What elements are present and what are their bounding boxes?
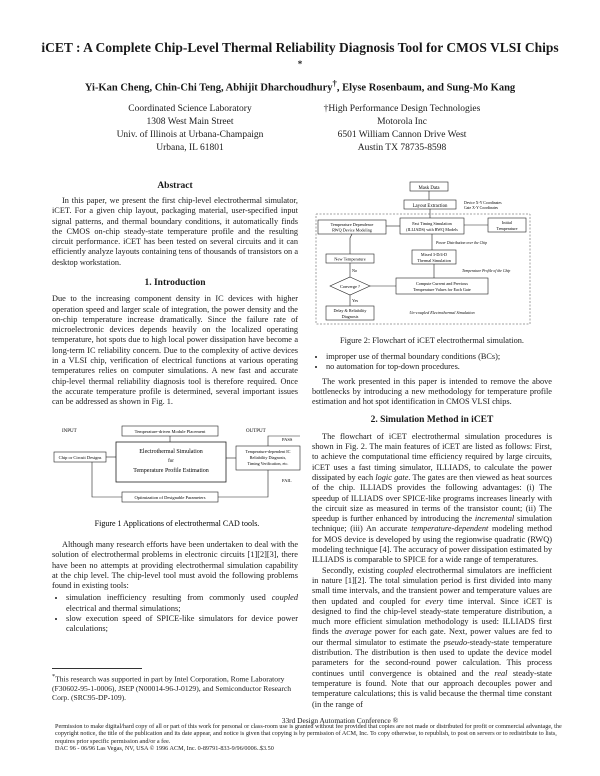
dac-copyright-line: DAC 96 - 06/96 Las Vegas, NV, USA © 1996 ACM, Inc. 0-89791-833-9/96/0006..$3.50 [55,745,274,753]
affiliation-left: Coordinated Science Laboratory 1308 West Main Street Univ. of Illinois at Urbana-Champaign Urbana, IL 61801 [116,104,264,153]
svg-text:Converge ?: Converge ? [339,284,361,289]
fig2-arrow [350,234,352,254]
title-footnote-mark: * [297,59,303,69]
svg-text:Fast Timing Simulation: Fast Timing Simulation [412,221,452,226]
list-item: • slow execution speed of SPICE-like simulators for device power calculations; [66,614,298,635]
svg-text:Temperature-dependent IC: Temperature-dependent IC [245,449,291,454]
svg-text:Temperature: Temperature [496,226,518,231]
fig2-no-label: No [352,268,358,273]
svg-text:RWQ Device Modeling: RWQ Device Modeling [332,227,372,233]
svg-text:Timing Verification, etc.: Timing Verification, etc. [247,461,289,466]
svg-text:(ILLIADS) with RWQ Models: (ILLIADS) with RWQ Models [406,227,458,232]
fig1-arrow [218,470,268,497]
flowchart-paragraph: The flowchart of iCET electrothermal simulation procedures is shown in Fig. 2. The main features of iCET are listed as follows: First, to achieve the computational time efficiency required by large circuits, iCET uses a fast timing simulator, ILLIADS, to calculate the power dissipated by each logic gate. The gates are then viewed as heat sources of the chip. ILLIADS provides the following advantages: (i) The speedup of ILLIADS over SPICE-like programs increases linearly with the circuit size as measured in terms of the transistor count; (ii) The speedup is further enhanced by introducing the incremental simulation technique; (iii) An accurate temperature-dependent modeling method for MOS device is developed by using the regionwise quadratic (RWQ) modeling technique [4]. The accuracy of power dissipation estimated by ILLIADS is comparable to SPICE for a wide range of temperatures. [312,431,552,565]
funding-footnote: *This research was supported in part by Intel Corporation, Rome Laboratory (F30602-95-1-0006), JSEP (N00014-96-J-0129), and Semiconductor Research Corp. (SRC95-DP-109). [52,673,292,702]
fig2-power-distribution-label: Power Distribution over the Chip [436,241,488,245]
fig2-uncoupled-label: Un-coupled Electrothermal Simulation [409,310,475,315]
list-item: • no automation for top-down procedures. [326,362,552,372]
fig1-output-label: OUTPUT [246,429,266,434]
fig1-input-label: INPUT [62,429,77,434]
author-dagger-mark: † [332,78,337,88]
fig2-legend-device: Device X-Y Coordinates [464,201,502,205]
problem-list-continued [312,352,552,373]
svg-text:Delay & Reliability: Delay & Reliability [333,308,367,313]
intro-paragraph-2: Although many research efforts have been undertaken to deal with the solution of electrothermal problems in electronic circuits [1][2][3], there have been no attempts at providing electrothermal simulation capability at the chip level. The chip-level tool must avoid the following problems found in existing tools: [52,540,298,591]
svg-text:Temperature Dependence: Temperature Dependence [330,222,374,227]
intro-paragraph-1: Due to the increasing component density in IC devices with higher operation speed and larger scale of integration, the power density and the on-chip temperature increase dramatically. Since the failure rate of microelectronic devices depends heavily on the localized operating temperature, hot spots due to high local power dissipation have become a long-term IC reliability concern. Due to the complexity of active devices in a VLSI chip, verification of electrical functions at various operating temperatures relies on computer simulations. A new fast and accurate chip-level thermal reliability diagnosis tool is therefore required. Once the accurate temperature profile is determined, several important issues can be addressed as shown in Fig. 1. [52,294,298,407]
secondly-paragraph: Secondly, existing coupled electrothermal simulators are inefficient in nature [1][2]. The total simulation period is first divided into many small time intervals, and the transient power and temperature values are then updated and coupled for every time interval. Since iCET is designed to find the chip-level steady-state temperature distribution, a much more efficient simulation methodology is used: ILLIADS first finds the average power for each gate. Next, power values are fed to our thermal simulator to estimate the pseudo-steady-state temperature distribution. The distribution is then used to update the device model parameters for the second-round power calculation. This process continues until convergence is obtained and the real steady-state temperature is found. Note that our approach decouples power and temperature calculations; this is valid because the thermal time constant (in the range of [312,565,553,709]
introduction-heading: 1. Introduction [144,278,206,288]
svg-text:Initial: Initial [501,220,513,225]
svg-text:Temperature-driven Module Plac: Temperature-driven Module Placement [134,429,206,434]
figure-1-diagram [52,422,302,532]
right-column-text [312,352,552,710]
svg-text:Thermal Simulation: Thermal Simulation [417,258,451,263]
svg-text:for: for [168,459,174,464]
svg-text:Temperature Profile Estimation: Temperature Profile Estimation [133,468,209,474]
fig2-yes-label: Yes [352,298,359,303]
problem-list [52,593,298,634]
fig1-fail-label: FAIL [282,478,292,483]
author-list: Yi-Kan Cheng, Chin-Chi Teng, Abhijit Dharchoudhury†, Elyse Rosenbaum, and Sung-Mo Kang [84,78,516,94]
paper-title: iCET : A Complete Chip-Level Thermal Reliability Diagnosis Tool for CMOS VLSI Chips * [41,40,559,69]
list-item: • simulation inefficiency resulting from commonly used coupled electrical and thermal simulations; [66,593,298,614]
introduction-section [52,278,298,408]
abstract-heading: Abstract [157,181,193,191]
figure-2-flowchart [312,180,557,332]
svg-text:Layout Extraction: Layout Extraction [412,204,448,209]
svg-text:Chip or Circuit Designs: Chip or Circuit Designs [58,455,102,460]
footnote-rule [52,668,142,669]
svg-text:Optimization of Designable Par: Optimization of Designable Parameters [134,495,206,500]
conference-line: 33rd Design Automation Conference ® [281,716,399,725]
list-item: • improper use of thermal boundary conditions (BCs); [326,352,552,362]
svg-text:Electrothermal Simulation: Electrothermal Simulation [139,449,203,455]
fig2-temp-profile-label: Temperature Profile of the Chip [462,269,511,273]
fig1-pass-label: PASS [282,437,293,442]
figure-1-caption: Figure 1 Applications of electrothermal CAD tools. [94,519,260,528]
svg-text:Mask Data: Mask Data [418,186,440,191]
section-2-heading: 2. Simulation Method in iCET [370,415,494,426]
abstract-section [52,181,298,191]
affiliation-right: †High Performance Design Technologies Motorola Inc 6501 William Cannon Drive West Austin TX 78735-8598 [323,104,481,153]
intro-continued [52,540,298,635]
work-paragraph: The work presented in this paper is intended to remove the above bottlenecks by introducing a new methodology for temperature profile estimation and hot spot identification in CMOS VLSI chips. [312,376,552,407]
abstract-body: In this paper, we present the first chip-level electrothermal simulator, iCET. For a given chip layout, packaging material, user-specified input signal patterns, and thermal boundary conditions, it automatically finds the CMOS on-chip steady-state temperature profile and the resulting circuit performance. iCET has been tested on several circuits and it can efficiently analyze layouts containing tens of thousands of transistors on a desktop workstation. [52,196,298,267]
permission-notice: Permission to make digital/hard copy of all or part of this work for personal or class-room use is granted without fee provided that copies are not made or distributed for profit or commercial advantage, the copyright notice, the title of the publication and its date appear, and notice is given that copying is by permission of ACM, Inc. To copy otherwise, to republish, to post on servers or to redistribute to lists, requires prior specific permission and/or a fee. DAC 96 - 06/96 Las Vegas, NV, USA © 1996 ACM, Inc. 0-89791-833-9/96/0006..$3.50 [55,723,575,753]
svg-text:Temperature Values for Each Ga: Temperature Values for Each Gate [413,287,471,292]
fig2-legend-gate: Gate X-Y Coordinates [464,206,499,210]
svg-text:New Temperature: New Temperature [334,256,366,262]
figure-2-caption: Figure 2: Flowchart of iCET electrothermal simulation. [340,336,524,345]
svg-text:Mixed 3-D/4-D: Mixed 3-D/4-D [420,252,448,257]
svg-text:Reliability Diagnosis,: Reliability Diagnosis, [249,455,287,460]
svg-text:Diagnosis: Diagnosis [341,314,359,319]
svg-text:Compute Current and Previous: Compute Current and Previous [416,281,468,286]
fig1-arrow [92,462,122,497]
